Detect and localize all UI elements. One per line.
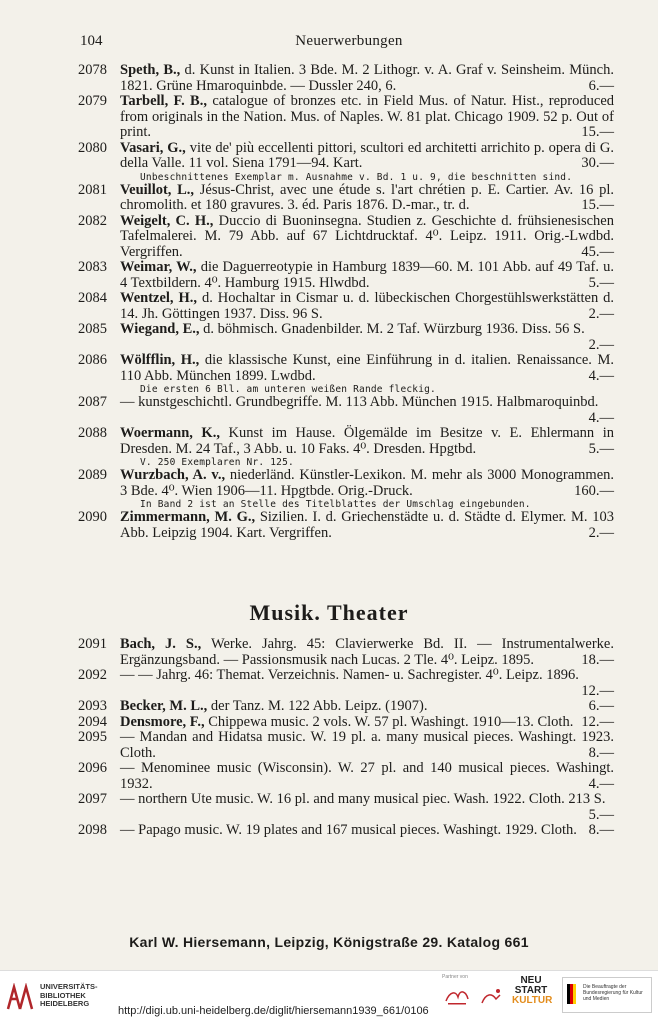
entry-text: die Daguerreotypie in Hamburg 1839—60. M. 101 Abb. auf 49 Taf. u. 4 Textbildern. 4⁰. Hamburg 1915. Hlwdbd. [120, 259, 614, 291]
catalog-entry [78, 259, 614, 291]
catalog-entry [78, 729, 614, 761]
german-flag-eagle-icon [567, 984, 579, 1004]
entry-number: 2089 [78, 467, 107, 483]
entry-author: Densmore, F., [120, 713, 205, 730]
entry-number: 2094 [78, 713, 107, 730]
bkm-logo[interactable] [562, 977, 652, 1013]
entry-number: 2080 [78, 139, 107, 156]
catalog-entry [78, 822, 614, 839]
entry-description [120, 426, 614, 457]
catalog-entry [78, 62, 614, 94]
entry-number: 2090 [78, 509, 107, 525]
entry-price: 2.— [588, 336, 614, 353]
entry-description [120, 353, 614, 384]
entry-author: Weigelt, C. H., [120, 212, 214, 229]
running-header [80, 33, 618, 53]
entry-text: Sizilien. I. d. Griechenstädte u. d. Städte d. Elymer. M. 103 Abb. Leipzig 1904. Kart. Vergriffen. [120, 509, 614, 541]
entry-text: Werke. Jahrg. 45: Clavierwerke Bd. II. — Instrumentalwerke. Ergänzungsband. — Passionsmusik nach Lucas. 2 Tle. 4⁰. Leipz. 1895. [120, 636, 614, 668]
entry-number: 2081 [78, 181, 107, 198]
entry-description [120, 214, 614, 261]
entry-text: Chippewa music. 2 vols. W. 57 pl. Washingt. 1910—13. Cloth. [208, 713, 574, 730]
entry-text: der Tanz. M. 122 Abb. Leipz. (1907). [210, 698, 428, 714]
entry-price: 5.— [588, 274, 614, 291]
library-name-line3: HEIDELBERG [40, 999, 90, 1008]
entry-price: 12.— [581, 713, 614, 730]
catalog-entry [78, 760, 614, 792]
entry-price: 45.— [581, 243, 614, 260]
entry-description [120, 63, 614, 94]
catalog-entry [78, 352, 615, 395]
catalog-entry [78, 636, 614, 668]
entry-price: 2.— [588, 305, 614, 322]
entry-author: Bach, J. S., [120, 636, 202, 652]
catalog-entry [78, 509, 614, 541]
entries-list-art [0, 63, 658, 541]
entry-author: Becker, M. L., [120, 698, 208, 714]
running-title: Neuerwerbungen [295, 33, 403, 49]
library-name-line2: BIBLIOTHEK [40, 990, 86, 1000]
entry-text: vite de' più eccellenti pittori, scultori ed architetti arrichito p. opera di G. della Valle. 11 vol. Siena 1791—94. Kart. [120, 139, 615, 171]
entry-description [120, 637, 614, 668]
entry-price: 8.— [588, 822, 614, 838]
partner-label: Partner von [442, 974, 468, 980]
entry-author: Speth, B., [120, 62, 181, 78]
entry-price: 6.— [588, 77, 614, 94]
neustart-line3: KULTUR [512, 995, 553, 1006]
catalog-entry [78, 93, 614, 141]
entry-note: Die ersten 6 Bll. am unteren weißen Rande fleckig. [140, 384, 436, 395]
entry-price: 4.— [588, 775, 614, 792]
entry-price: 30.— [581, 155, 614, 171]
entry-number: 2083 [78, 259, 107, 275]
permalink-url[interactable]: http://digi.ub.uni-heidelberg.de/diglit/hiersemann1939_661/0106 [118, 1005, 429, 1017]
entry-author: Vasari, G., [120, 139, 186, 156]
catalog-entry [78, 181, 614, 214]
partner-logo-2-icon[interactable] [476, 985, 506, 1007]
entry-description [120, 823, 614, 839]
entry-text: catalogue of bronzes etc. in Field Mus. of Natur. Hist., reproduced from originals in the Nation. Mus. of Naples. W. 81 plat. Chicago 1909. 52 p. Out of print. [120, 93, 614, 140]
entry-description [120, 510, 614, 541]
entry-author: Weimar, W., [120, 259, 197, 275]
entries-list-music [0, 637, 658, 839]
page-number: 104 [80, 33, 103, 49]
entry-description [120, 141, 614, 172]
entry-price: 5.— [588, 440, 614, 457]
entry-text: — Menominee music (Wisconsin). W. 27 pl. and 140 musical pieces. Washingt. 1932. [120, 760, 614, 792]
library-name[interactable] [40, 983, 98, 1009]
catalog-entry [78, 698, 614, 715]
entry-text: Jésus-Christ, avec une étude s. l'art chrétien p. E. Cartier. Av. 16 pl. chromolith. et 180 gravures. 3. éd. Paris 1876. D.-mar., tr. d. [120, 181, 614, 213]
entry-note: In Band 2 ist an Stelle des Titelblattes der Umschlag eingebunden. [140, 499, 531, 510]
entry-description [120, 291, 614, 322]
entry-number: 2079 [78, 93, 107, 109]
entry-author: Wiegand, E., [120, 321, 200, 337]
catalog-entry [78, 425, 614, 468]
entry-number: 2097 [78, 791, 107, 807]
entry-text: d. Hochaltar in Cismar u. d. lübeckischen Chorgestühlswerkstätten d. 14. Jh. Göttingen 1937. Diss. 96 S. [120, 290, 615, 322]
entry-text: d. böhmisch. Gnadenbilder. M. 2 Taf. Würzburg 1936. Diss. 56 S. [203, 321, 585, 337]
entry-author: Wurzbach, A. v., [120, 467, 226, 483]
publisher-imprint: Karl W. Hiersemann, Leipzig, Königstraße 29. Katalog 661 [129, 934, 529, 950]
entry-price: 4.— [588, 367, 614, 384]
bkm-text: Die Beauftragte der Bundesregierung für Kultur und Medien [583, 984, 643, 1002]
neustart-line1: NEU [520, 975, 542, 986]
entry-author: Veuillot, L., [120, 181, 195, 198]
catalog-entry [78, 321, 614, 353]
entry-number: 2096 [78, 760, 107, 776]
entry-author: Tarbell, F. B., [120, 93, 207, 109]
entry-text: d. Kunst in Italien. 3 Bde. M. 2 Lithogr. v. A. Graf v. Seinsheim. Münch. 1821. Grüne Hmaroquinbde. — Dussler 240, 6. [120, 62, 614, 94]
catalog-entry [78, 212, 614, 261]
entry-price: 12.— [581, 682, 614, 699]
entry-number: 2087 [78, 394, 107, 410]
entry-number: 2092 [78, 667, 107, 683]
catalog-entry [78, 467, 615, 510]
entry-description [120, 792, 614, 823]
entry-price: 8.— [588, 744, 614, 761]
entry-author: Zimmermann, M. G., [120, 509, 256, 525]
catalog-entry [78, 139, 615, 183]
catalog-entry [78, 713, 614, 731]
entry-price: 2.— [588, 524, 614, 541]
entry-note: V. 250 Exemplaren Nr. 125. [140, 457, 294, 468]
entry-price: 15.— [581, 124, 614, 140]
entry-description [120, 183, 614, 214]
entry-description [120, 260, 614, 291]
entry-text: — northern Ute music. W. 16 pl. and many musical piec. Wash. 1922. Cloth. 213 S. [120, 791, 606, 807]
entry-text: — kunstgeschichtl. Grundbegriffe. M. 113 Abb. München 1915. Halbmaroquinbd. [120, 394, 599, 410]
entry-number: 2093 [78, 698, 107, 714]
entry-price: 18.— [581, 651, 614, 668]
catalog-entry [78, 290, 615, 322]
entry-price: 4.— [588, 409, 614, 426]
entry-description [120, 699, 614, 715]
entry-price: 15.— [581, 197, 614, 213]
entry-author: Wölfflin, H., [120, 352, 200, 368]
entry-price: 160.— [574, 482, 614, 499]
entry-description [120, 322, 614, 353]
entry-text: Kunst im Hause. Ölgemälde im Besitze v. E. Ehlermann in Dresden. M. 24 Taf., 3 Abb. u. 10 Faks. 4⁰. Dresden. Hpgtbd. [120, 425, 614, 457]
viewer-footer-bar [0, 970, 658, 1023]
partner-logo-1-icon[interactable] [442, 985, 472, 1007]
entry-number: 2086 [78, 352, 107, 368]
entry-text: — Mandan and Hidatsa music. W. 19 pl. a. many musical pieces. Washingt. 1923. Cloth. [120, 729, 614, 761]
entry-description [120, 761, 614, 792]
catalog-entry [78, 667, 614, 699]
entry-text: — Papago music. W. 19 plates and 167 musical pieces. Washingt. 1929. Cloth. [120, 822, 577, 838]
entry-author: Woermann, K., [120, 425, 220, 441]
university-library-logo-icon[interactable] [6, 983, 34, 1011]
neustart-line2: START [514, 985, 548, 996]
entry-number: 2098 [78, 822, 107, 838]
section-heading: Musik. Theater [249, 600, 409, 625]
entry-text: die klassische Kunst, eine Einführung in d. italien. Renaissance. M. 110 Abb. München 1899. Lwdbd. [120, 352, 615, 384]
entry-text: niederländ. Künstler-Lexikon. M. mehr als 3000 Monogrammen. 3 Bde. 4⁰. Wien 1906—11. Hpgtbde. Orig.-Druck. [120, 467, 615, 499]
entry-description [120, 468, 614, 499]
entry-text: — — Jahrg. 46: Themat. Verzeichnis. Namen- u. Sachregister. 4⁰. Leipz. 1896. [120, 667, 579, 683]
entry-number: 2088 [78, 425, 107, 441]
neustart-kultur-logo[interactable] [512, 975, 553, 1006]
entry-number: 2095 [78, 729, 107, 745]
library-name-line1: UNIVERSITÄTS- [40, 982, 98, 991]
entry-price: 6.— [588, 698, 614, 714]
entry-text: Duccio di Buoninsegna. Studien z. Geschichte d. frühsienesischen Tafelmalerei. M. 79 Abb. auf 67 Lichtdrucktaf. 4⁰. Leipz. 1911. Orig.-Lwdbd. Vergriffen. [120, 212, 614, 260]
entry-price: 5.— [588, 806, 614, 823]
entry-description [120, 668, 614, 699]
entry-number: 2082 [78, 212, 107, 229]
entry-description [120, 395, 614, 426]
entry-number: 2078 [78, 62, 107, 78]
entry-note: Unbeschnittenes Exemplar m. Ausnahme v. Bd. 1 u. 9, die beschnitten sind. [140, 171, 573, 183]
entry-number: 2085 [78, 321, 107, 337]
entry-number: 2091 [78, 636, 107, 652]
catalog-entry [78, 394, 614, 426]
catalog-entry [78, 791, 614, 823]
entry-number: 2084 [78, 290, 107, 306]
entry-description [120, 94, 614, 141]
entry-author: Wentzel, H., [120, 290, 198, 306]
entry-description [120, 730, 614, 761]
entry-description [120, 715, 614, 731]
